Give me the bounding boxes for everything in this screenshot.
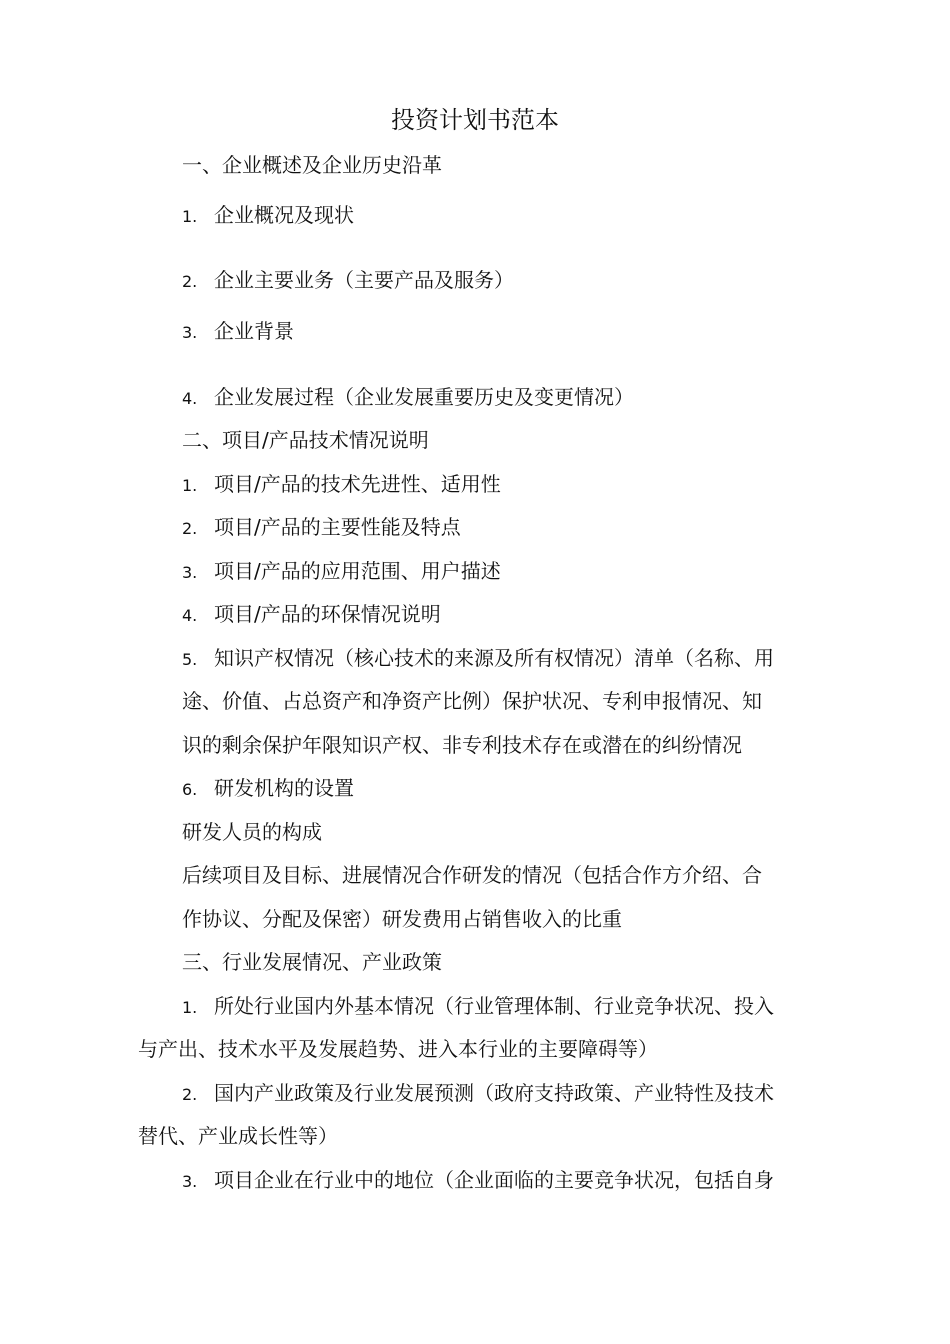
rd-staff-paragraph: 研发人员的构成 [182, 820, 322, 844]
item-text: 企业背景 [214, 319, 294, 343]
section-1-item-2 [182, 266, 514, 296]
item-text: 企业发展过程（企业发展重要历史及变更情况） [214, 385, 634, 409]
section-1-item-4 [182, 383, 634, 413]
item-number: 1. [182, 207, 198, 226]
item-number: 1. [182, 476, 198, 495]
item-text: 项目/产品的应用范围、用户描述 [214, 559, 501, 583]
section-2-item-5 [182, 644, 774, 674]
section-2-item-6 [182, 774, 354, 804]
item-text: 项目/产品的环保情况说明 [214, 602, 441, 626]
item-text: 企业概况及现状 [214, 203, 354, 227]
item-number: 2. [182, 272, 198, 291]
section-2-item-5-line-2: 途、价值、占总资产和净资产比例）保护状况、专利申报情况、知 [182, 689, 762, 713]
section-2-item-3 [182, 557, 501, 587]
section-3-item-1-line-2: 与产出、技术水平及发展趋势、进入本行业的主要障碍等） [138, 1037, 658, 1061]
item-text: 知识产权情况（核心技术的来源及所有权情况）清单（名称、用 [214, 646, 774, 670]
item-number: 6. [182, 780, 198, 799]
item-number: 3. [182, 323, 198, 342]
section-2-item-1 [182, 470, 501, 500]
document-title: 投资计划书范本 [391, 106, 559, 134]
item-number: 2. [182, 519, 198, 538]
section-1-item-1 [182, 201, 354, 231]
item-number: 2. [182, 1085, 198, 1104]
item-number: 1. [182, 998, 198, 1017]
item-number: 3. [182, 1172, 198, 1191]
item-number: 5. [182, 650, 198, 669]
section-3-heading: 三、行业发展情况、产业政策 [182, 950, 442, 974]
item-text: 国内产业政策及行业发展预测（政府支持政策、产业特性及技术 [214, 1081, 774, 1105]
section-2-heading: 二、项目/产品技术情况说明 [182, 428, 429, 452]
item-text: 项目/产品的技术先进性、适用性 [214, 472, 501, 496]
section-2-item-2 [182, 513, 461, 543]
section-2-item-4 [182, 600, 441, 630]
section-1-heading: 一、企业概述及企业历史沿革 [182, 153, 442, 177]
section-3-item-3 [182, 1166, 774, 1196]
section-1-item-3 [182, 317, 294, 347]
section-3-item-1 [182, 992, 774, 1022]
followup-paragraph-line-2: 作协议、分配及保密）研发费用占销售收入的比重 [182, 907, 622, 931]
section-2-item-5-line-3: 识的剩余保护年限知识产权、非专利技术存在或潜在的纠纷情况 [182, 733, 742, 757]
item-number: 3. [182, 563, 198, 582]
item-text: 所处行业国内外基本情况（行业管理体制、行业竞争状况、投入 [214, 994, 774, 1018]
item-text: 项目企业在行业中的地位（企业面临的主要竞争状况，包括自身 [214, 1168, 774, 1192]
item-text: 项目/产品的主要性能及特点 [214, 515, 461, 539]
item-text: 企业主要业务（主要产品及服务） [214, 268, 514, 292]
item-number: 4. [182, 389, 198, 408]
section-3-item-2 [182, 1079, 774, 1109]
item-number: 4. [182, 606, 198, 625]
followup-paragraph-line-1: 后续项目及目标、进展情况合作研发的情况（包括合作方介绍、合 [182, 863, 762, 887]
section-3-item-2-line-2: 替代、产业成长性等） [138, 1124, 338, 1148]
item-text: 研发机构的设置 [214, 776, 354, 800]
